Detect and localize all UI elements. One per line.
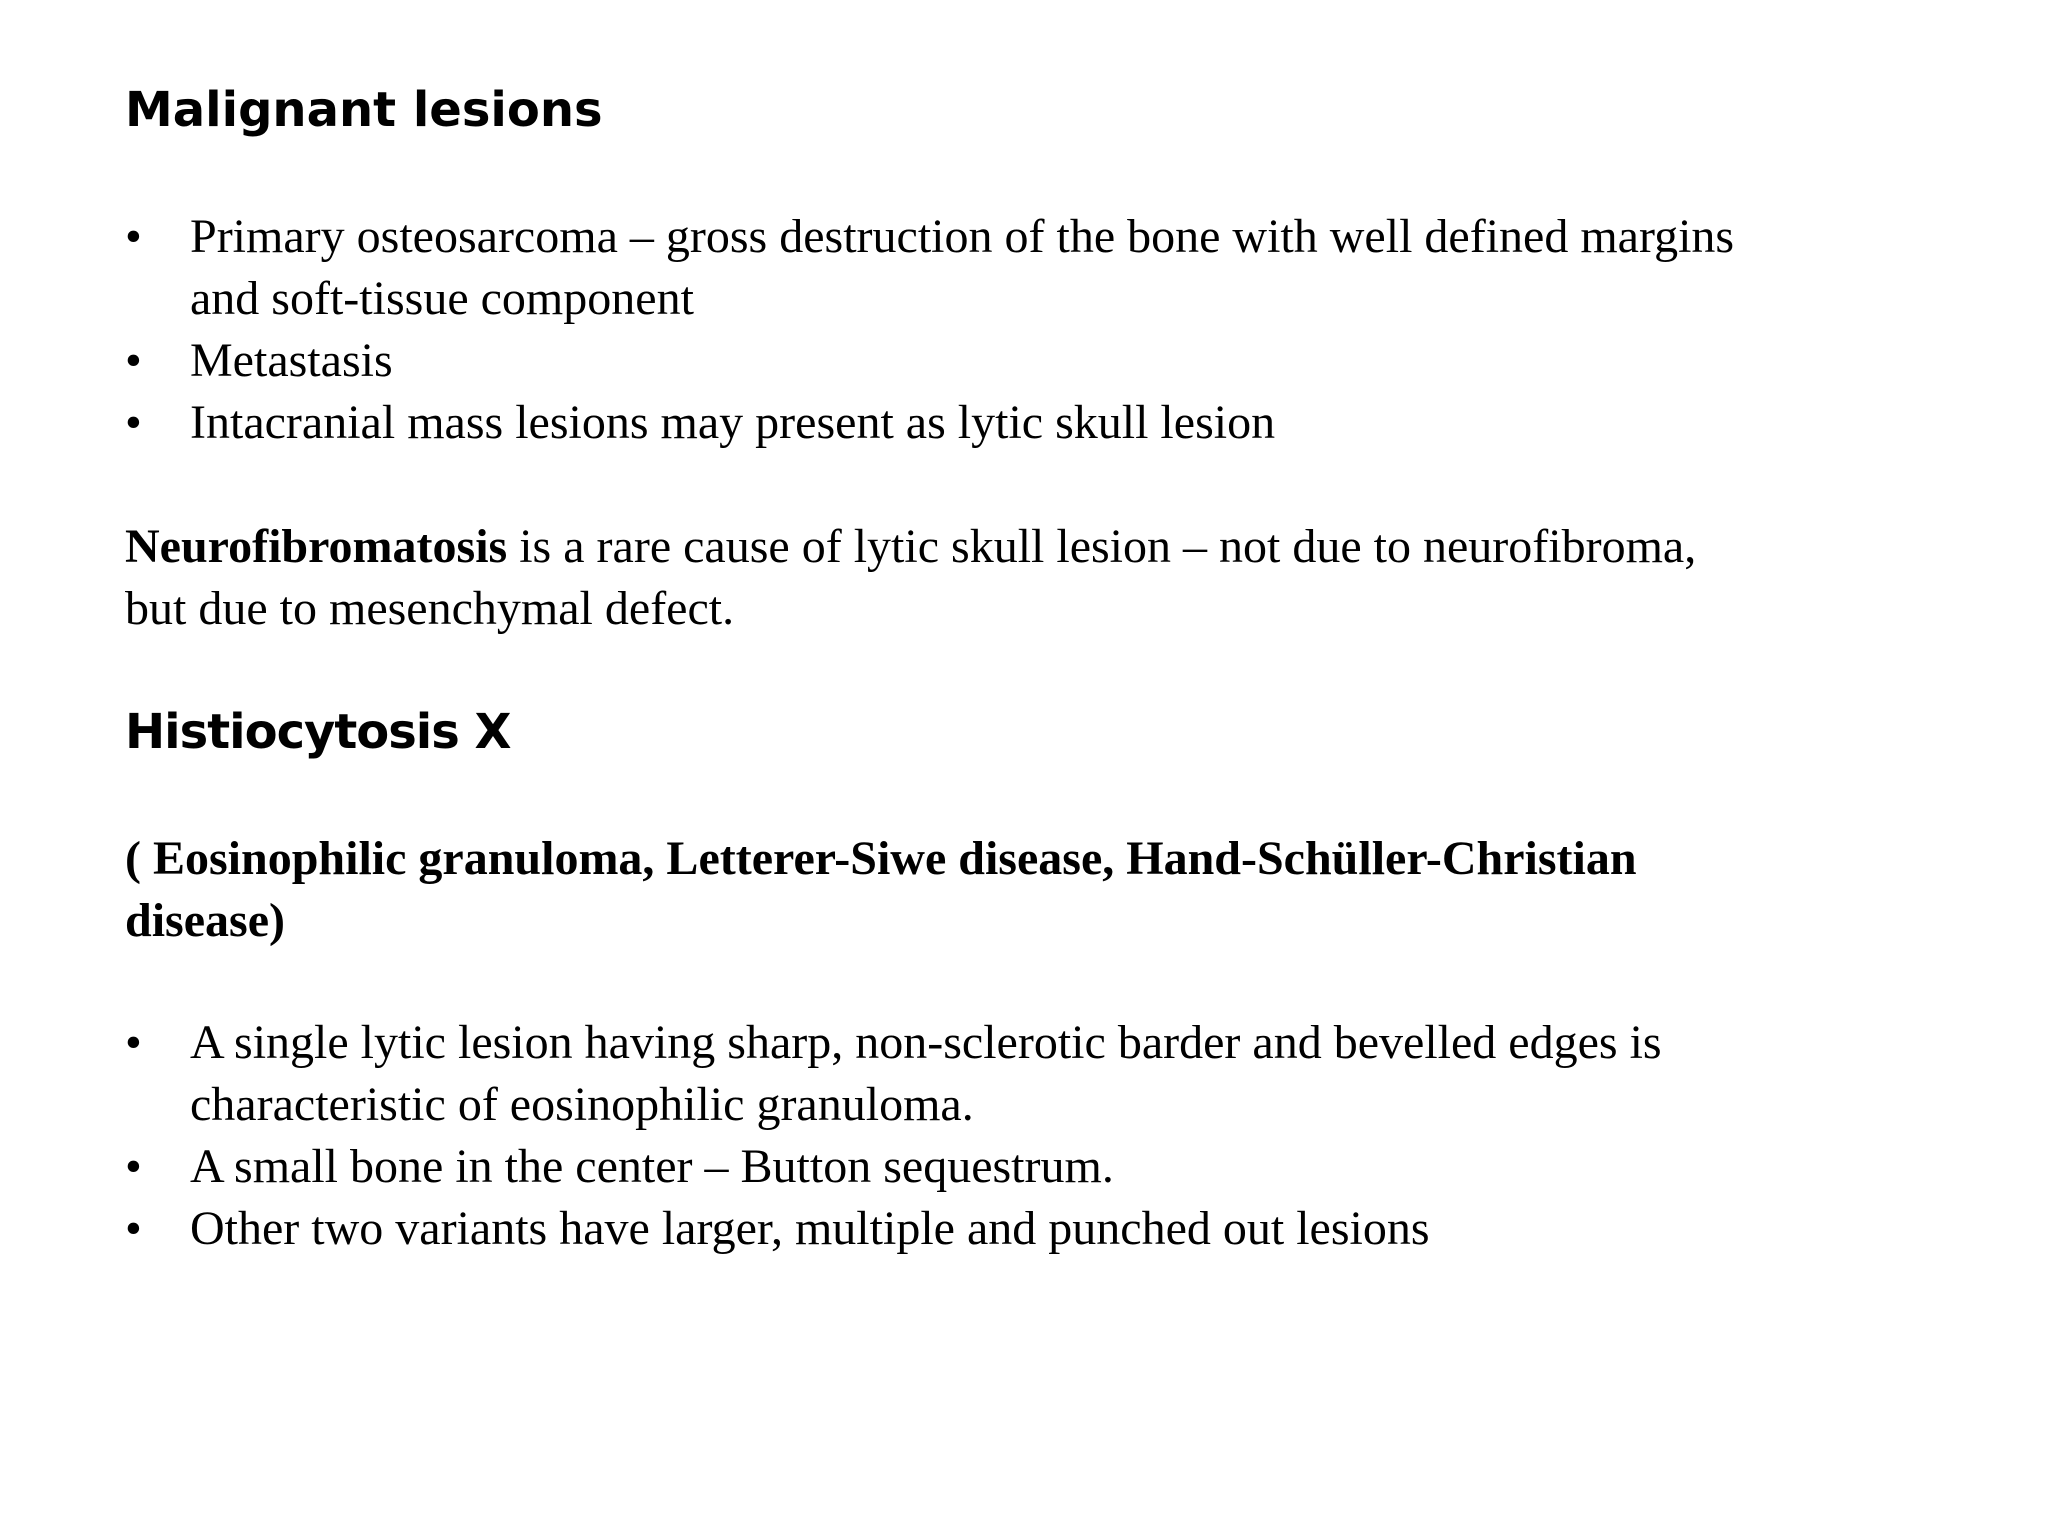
heading-malignant-lesions: Malignant lesions bbox=[125, 82, 603, 138]
histiocytosis-list bbox=[125, 1012, 1925, 1260]
list-item-text: Primary osteosarcoma – gross destruction of the bone with well defined margins bbox=[190, 210, 1735, 263]
list-item-text: Intacranial mass lesions may present as lytic skull lesion bbox=[190, 396, 1276, 449]
neurofibromatosis-paragraph bbox=[125, 516, 1925, 640]
list-item bbox=[125, 392, 1925, 454]
list-item bbox=[125, 1198, 1925, 1260]
list-item-text: A single lytic lesion having sharp, non-sclerotic barder and bevelled edges is bbox=[190, 1016, 1662, 1069]
malignant-lesions-list bbox=[125, 206, 1925, 454]
list-item-text-continued: characteristic of eosinophilic granuloma. bbox=[190, 1078, 974, 1131]
bullet-dot: • bbox=[125, 396, 142, 449]
list-item bbox=[125, 330, 1925, 392]
list-item bbox=[125, 1136, 1925, 1198]
list-item-text: Other two variants have larger, multiple and punched out lesions bbox=[190, 1202, 1430, 1255]
bullet-dot: • bbox=[125, 334, 142, 387]
list-item bbox=[125, 206, 1925, 330]
bullet-dot: • bbox=[125, 1202, 142, 1255]
bullet-dot: • bbox=[125, 1016, 142, 1069]
bullet-dot: • bbox=[125, 1140, 142, 1193]
histiocytosis-subtitle bbox=[125, 828, 1925, 952]
neurofibromatosis-term: Neurofibromatosis bbox=[125, 520, 508, 573]
list-item bbox=[125, 1012, 1925, 1136]
subtitle-line: disease) bbox=[125, 894, 285, 947]
bullet-dot: • bbox=[125, 210, 142, 263]
heading-histiocytosis-x: Histiocytosis X bbox=[125, 704, 511, 760]
subtitle-line: ( Eosinophilic granuloma, Letterer-Siwe disease, Hand-Schüller-Christian bbox=[125, 832, 1637, 885]
list-item-text-continued: and soft-tissue component bbox=[190, 272, 694, 325]
list-item-text: Metastasis bbox=[190, 334, 393, 387]
neurofibromatosis-text-continued: but due to mesenchymal defect. bbox=[125, 582, 735, 635]
list-item-text: A small bone in the center – Button sequestrum. bbox=[190, 1140, 1114, 1193]
neurofibromatosis-text: is a rare cause of lytic skull lesion – not due to neurofibroma, bbox=[507, 520, 1697, 573]
